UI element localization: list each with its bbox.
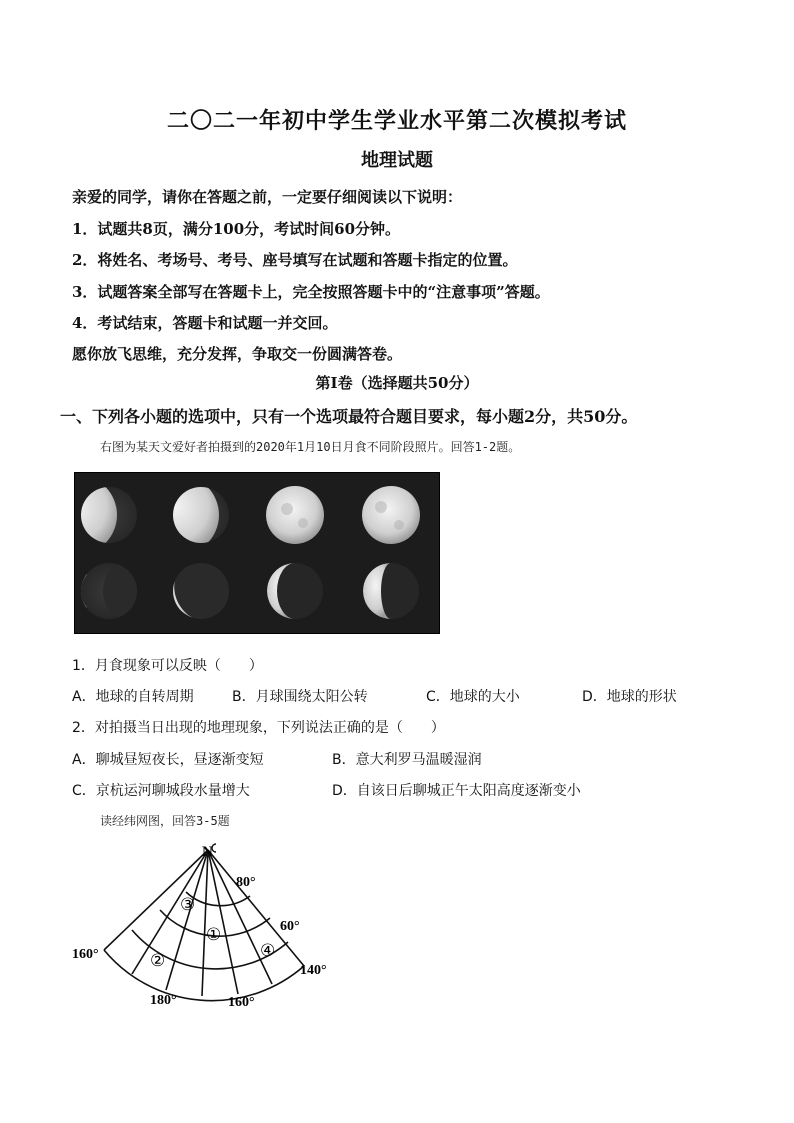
instruction-item: 1．试题共8页，满分100分，考试时间60分钟。 [72, 220, 401, 238]
lunar-eclipse-photo [74, 472, 440, 634]
section-title: 第Ⅰ卷（选择题共50分） [315, 374, 479, 392]
part-heading: 一、下列各小题的选项中，只有一个选项最符合题目要求，每小题2分，共50分。 [60, 407, 638, 426]
pole-label: N [202, 844, 213, 860]
question-1-option-a[interactable]: A．地球的自转周期 [72, 689, 194, 705]
moon-phase [363, 563, 419, 619]
moon-phase [75, 475, 137, 555]
question-2-option-b[interactable]: B．意大利罗马温暖湿润 [332, 752, 482, 768]
lon-label-180: 180° [150, 993, 177, 1008]
lat-lon-grid-figure [70, 838, 340, 1010]
point-label-1: ① [206, 925, 222, 944]
point-label-4: ④ [260, 941, 276, 960]
instructions-greeting: 亲爱的同学，请你在答题之前，一定要仔细阅读以下说明： [72, 188, 463, 206]
moon-phase [172, 553, 271, 629]
instructions-closing: 愿你放飞思维，充分发挥，争取交一份圆满答卷。 [72, 345, 403, 363]
question-1-option-c[interactable]: C．地球的大小 [426, 689, 520, 705]
lunar-eclipse-phases-icon [75, 473, 439, 633]
rotation-arrow-icon [212, 844, 216, 852]
moon-phase [362, 486, 420, 544]
moon-phase [266, 486, 324, 544]
point-label-3: ③ [180, 895, 196, 914]
moon-phase [267, 563, 323, 619]
lat-label-60: 60° [280, 919, 300, 934]
question-1-stem: 1．月食现象可以反映（ ） [72, 658, 263, 674]
instruction-item: 4．考试结束，答题卡和试题一并交回。 [72, 314, 338, 332]
instruction-item: 3．试题答案全部写在答题卡上，完全按照答题卡中的“注意事项”答题。 [72, 283, 550, 301]
question-2-option-c[interactable]: C．京杭运河聊城段水量增大 [72, 783, 250, 799]
lon-label-160-east: 160° [228, 995, 255, 1010]
exam-subtitle: 地理试题 [361, 150, 433, 171]
moon-phase [139, 475, 229, 555]
lat-label-80: 80° [236, 875, 256, 890]
point-label-2: ② [150, 951, 166, 970]
polar-grid-diagram [70, 838, 340, 1010]
passage1-intro: 右图为某天文爱好者拍摄到的2020年1月10日月食不同阶段照片。回答1-2题。 [100, 440, 521, 454]
question-1-option-d[interactable]: D．地球的形状 [582, 689, 677, 705]
lon-label-140: 140° [300, 963, 327, 978]
passage2-intro: 读经纬网图，回答3-5题 [100, 814, 230, 828]
question-2-option-a[interactable]: A．聊城昼短夜长，昼逐渐变短 [72, 752, 264, 768]
moon-phase [78, 557, 171, 625]
question-2-stem: 2．对拍摄当日出现的地理现象，下列说法正确的是（ ） [72, 720, 445, 736]
question-2-option-d[interactable]: D．自该日后聊城正午太阳高度逐渐变小 [332, 783, 581, 799]
question-1-option-b[interactable]: B．月球围绕太阳公转 [232, 689, 368, 705]
lon-label-160-west: 160° [72, 947, 99, 962]
exam-title: 二〇二一年初中学生学业水平第二次模拟考试 [166, 108, 627, 134]
instruction-item: 2．将姓名、考场号、考号、座号填写在试题和答题卡指定的位置。 [72, 251, 518, 269]
